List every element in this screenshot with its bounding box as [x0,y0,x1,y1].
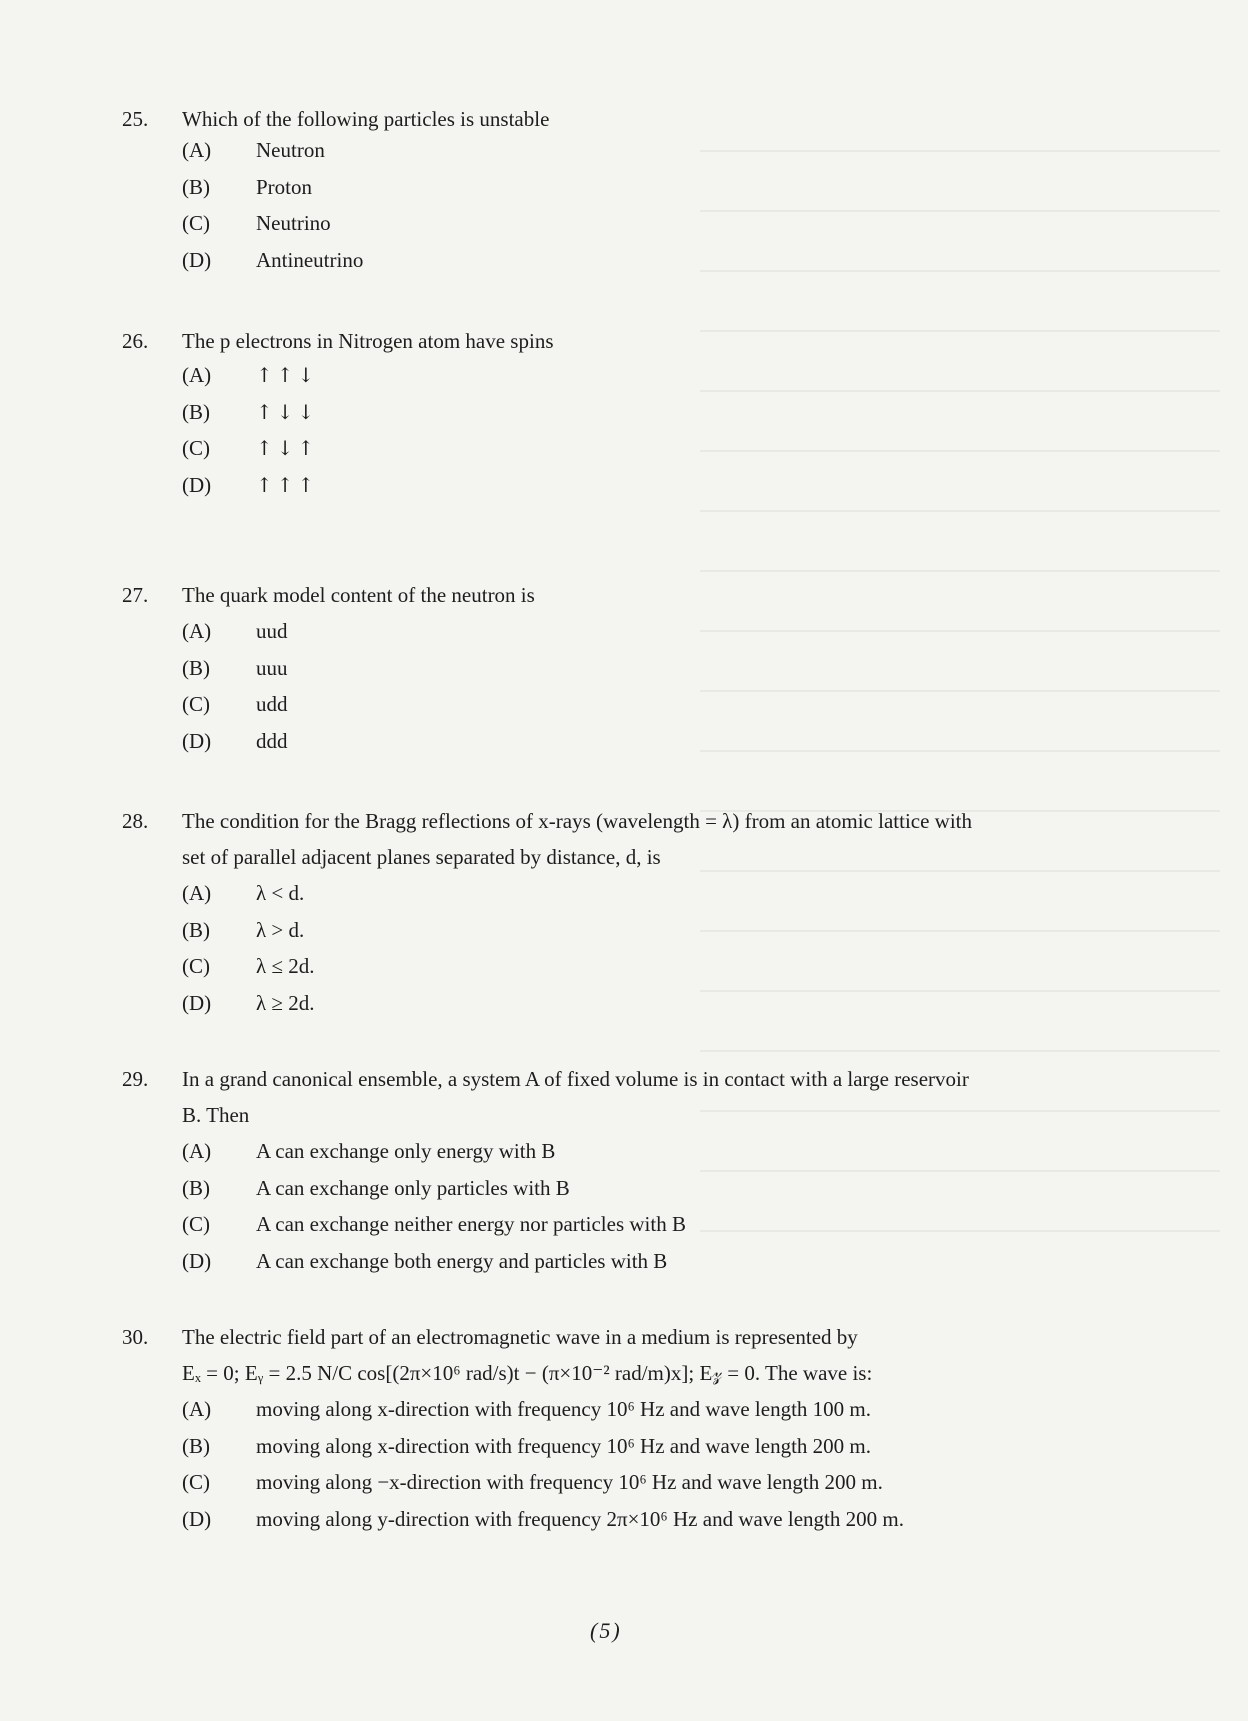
question-stem-line-2: set of parallel adjacent planes separated by distance, d, is [182,845,661,869]
question-stem: Which of the following particles is unstable [182,107,550,131]
question-number: 26. [122,329,149,353]
question-stem-line-2: Eₓ = 0; Eᵧ = 2.5 N/C cos[(2π×10⁶ rad/s)t − (π×10⁻² rad/m)x]; E𝓏 = 0. The wave is: [182,1361,873,1385]
question-stem-line-1: In a grand canonical ensemble, a system A of fixed volume is in contact with a large reservoir [182,1067,969,1091]
question-stem: The quark model content of the neutron is [182,583,535,607]
question-number: 27. [122,583,149,607]
question-stem: The p electrons in Nitrogen atom have spins [182,329,554,353]
page-number: (5) [590,1618,622,1643]
question-number: 30. [122,1325,149,1349]
question-stem-line-1: The electric field part of an electromagnetic wave in a medium is represented by [182,1325,858,1349]
question-number: 25. [122,107,149,131]
question-stem-line-2: B. Then [182,1103,250,1127]
question-number: 28. [122,809,149,833]
question-number: 29. [122,1067,149,1091]
question-stem-line-1: The condition for the Bragg reflections of x-rays (wavelength = λ) from an atomic lattice with [182,809,973,833]
exam-page: 25. Which of the following particles is unstable (A) Neutron (B) Proton (C) Neutrino (D) Antineutrino 26. The p electrons in Nitrogen atom have spins (A) ↑↑↓ (B) ↑↓↓ (C) ↑↓↑ (D) ↑↑↑ 27. The quark model content of the neutron is (A) uud (B) uuu (C) udd (D) ddd 28. The condition for the Bragg reflections of x-rays (wavelength = λ) from an atomic lattice with set of parallel adjacent planes separated by distance, d, is (A) λ < d. (B) λ > d. (C) λ ≤ 2d. (D) λ ≥ 2d. 29. In a grand canonical ensemble, a system A of fixed volume is in contact with a large reservoir B. Then (A) A can exchange only energy with B (B) A can exchange only particles with B (C) A can exchange neither energy nor particles with B (D) A can exchange both energy and particles with B 30. The electric field part of an electromagnetic wave in a medium is represented by Eₓ = 0; Eᵧ = 2.5 N/C cos[(2π×10⁶ rad/s)t − (π×10⁻² rad/m)x]; E𝓏 = 0. The wave is: (A) moving along x-direction with frequency 10⁶ Hz and wave length 100 m. (B) moving along x-direction with frequency 10⁶ Hz and wave length 200 m. (C) moving along −x-direction with frequency 10⁶ Hz and wave length 200 m. (D) moving along y-direction with frequency 2π×10⁶ Hz and wave length 200 m. (5) [0,0,1248,1721]
